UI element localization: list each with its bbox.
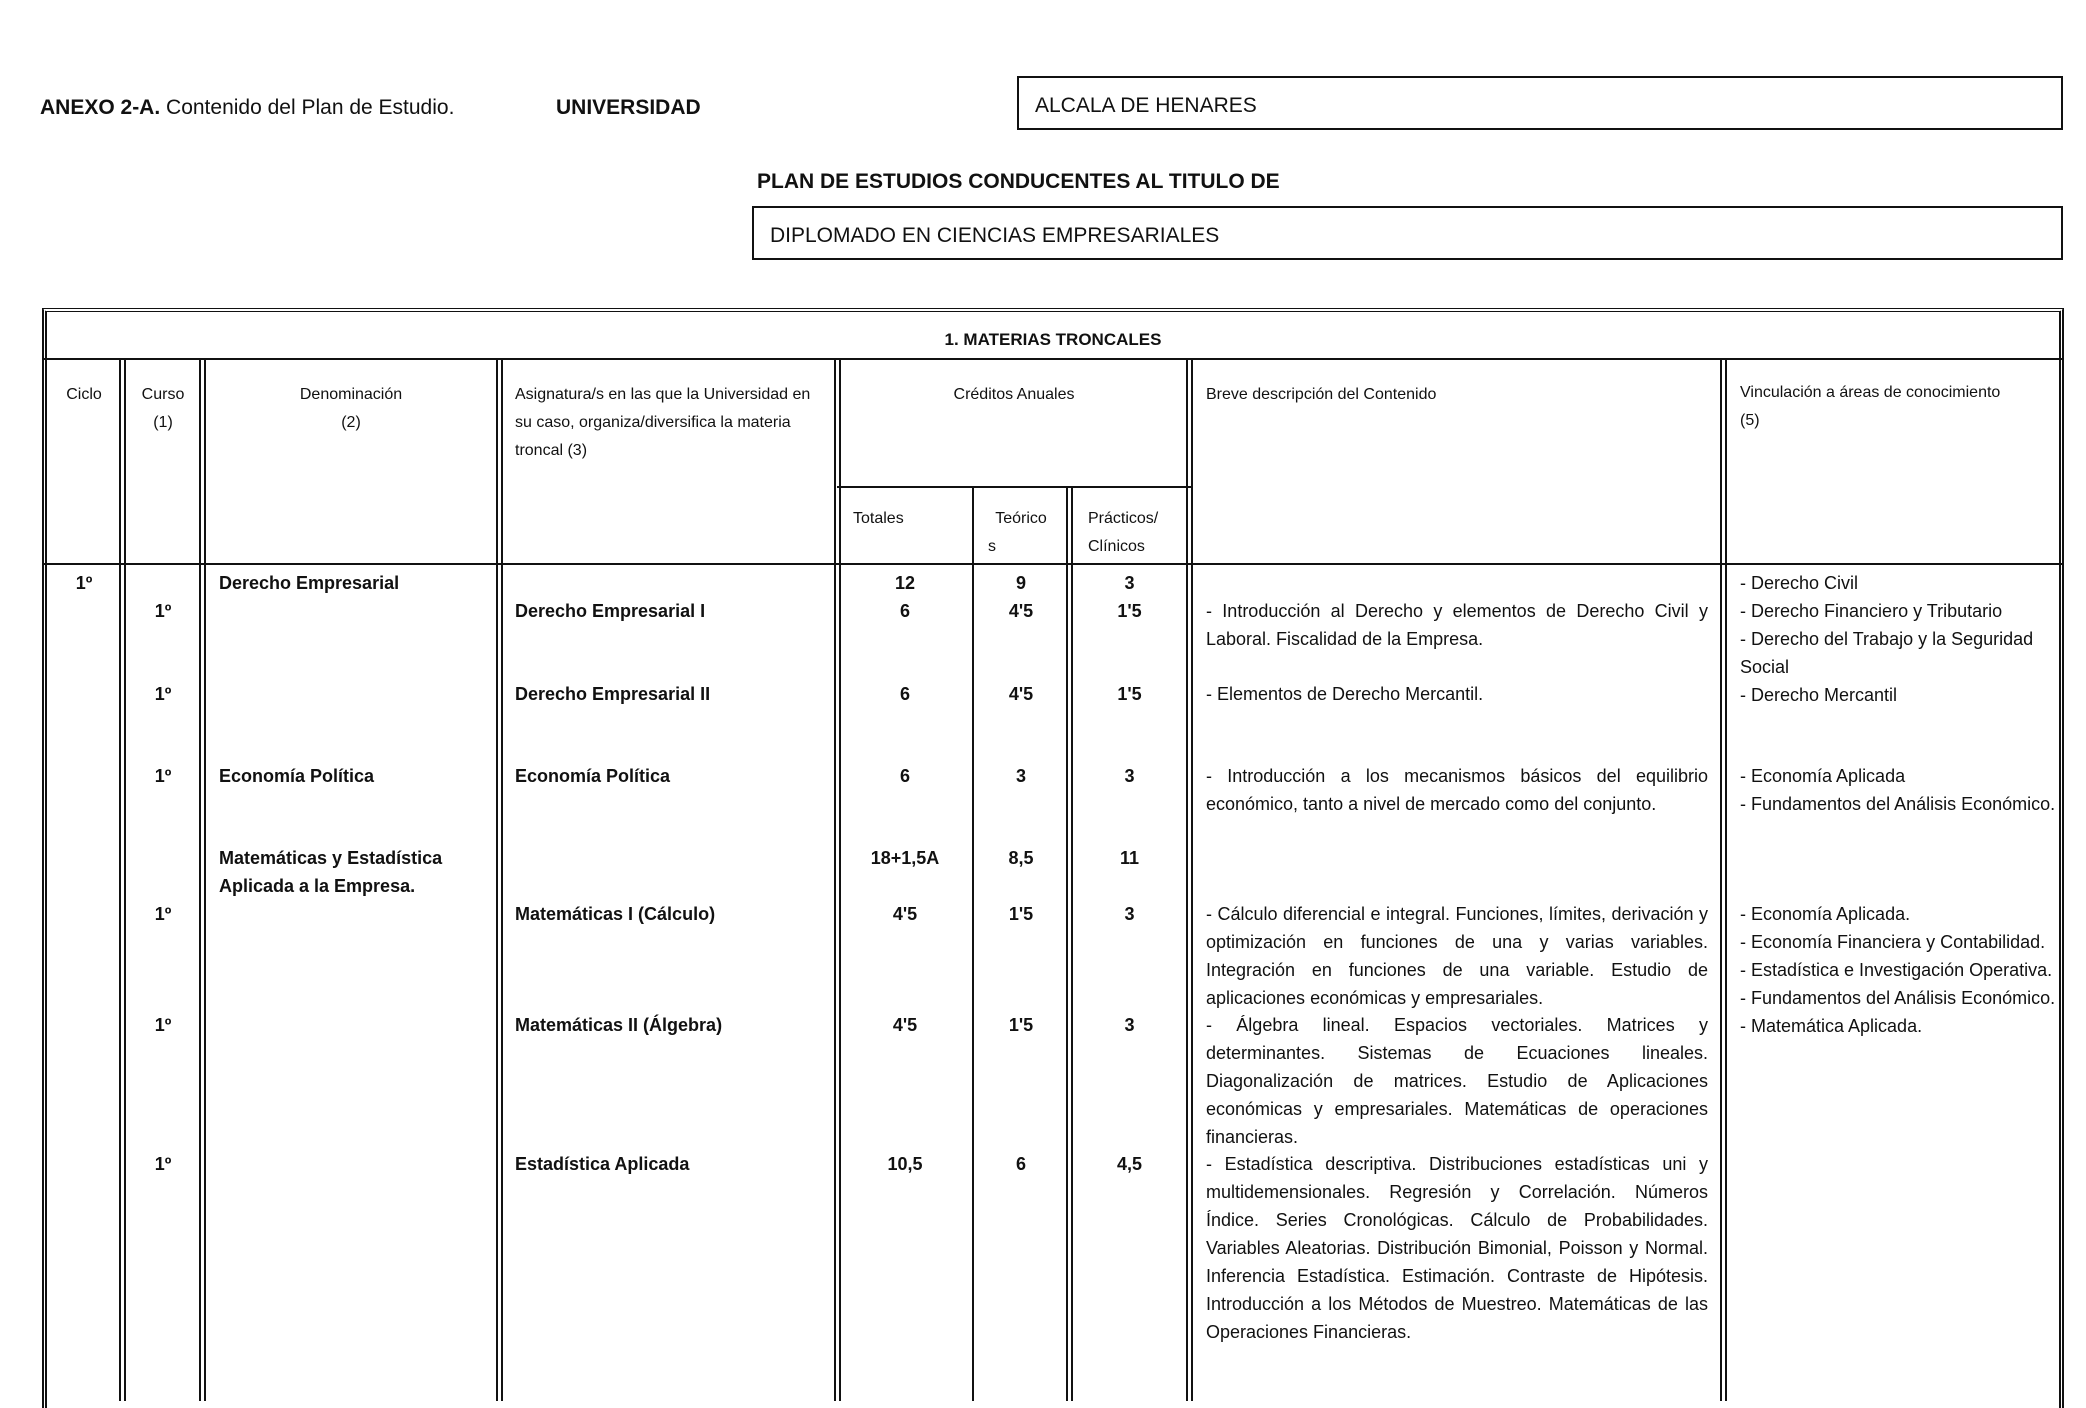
- row-curso: 1º: [154, 904, 172, 924]
- description-estadistica: - Estadística descriptiva. Distribuciones estadísticas uni y multidemensionales. Regresión y Correlación. Números Índice. Series Cronológicas. Cálculo de Probabilidades. Variables Aleatorias. Distribución Bimonial, Poisson y Normal. Inferencia Estadística. Estimación. Contraste de Hipótesis. Introducción a los Métodos de Muestreo. Matemáticas de las Operaciones Financieras.: [1206, 1154, 1708, 1342]
- col-header-practicos-line1: Prácticos/: [1088, 510, 1159, 527]
- col-header-denominacion-label: Denominación: [299, 386, 403, 403]
- col-header-creditos: Créditos Anuales: [953, 386, 1075, 403]
- universidad-value: ALCALA DE HENARES: [1035, 94, 1257, 117]
- row-practicos: 1'5: [1117, 684, 1142, 704]
- table-rule: [496, 360, 503, 1401]
- row-totales: 4'5: [892, 1015, 918, 1035]
- row-teoricos: 8,5: [1008, 848, 1034, 868]
- vinculacion-item: - Matemática Aplicada.: [1740, 1016, 1923, 1036]
- row-curso: 1º: [154, 1015, 172, 1035]
- row-practicos: 3: [1124, 1015, 1135, 1035]
- plan-title: PLAN DE ESTUDIOS CONDUCENTES AL TITULO DE: [757, 170, 1280, 193]
- description-economia: - Introducción a los mecanismos básicos del equilibrio económico, tanto a nivel de mercado como del conjunto.: [1206, 766, 1708, 814]
- row-curso: 1º: [154, 1154, 172, 1174]
- col-header-vinculacion-label: Vinculación a áreas de conocimiento: [1740, 384, 2001, 401]
- description-matematicas-1: - Cálculo diferencial e integral. Funciones, límites, derivación y optimización en funciones de una y varias variables. Integración en funciones de una variable. Estudio de aplicaciones económicas y empresariales.: [1206, 904, 1708, 1008]
- col-header-curso: [126, 381, 200, 437]
- row-curso: 1º: [154, 601, 172, 621]
- row-teoricos: 1'5: [1008, 1015, 1034, 1035]
- row-teoricos: 6: [1015, 1154, 1026, 1174]
- col-header-totales: Totales: [853, 510, 904, 527]
- table-rule: [42, 563, 2064, 565]
- table-rule: [119, 360, 126, 1401]
- row-totales: 18+1,5A: [870, 848, 940, 868]
- vinculacion-item: - Derecho del Trabajo y la Seguridad Social: [1740, 629, 2034, 677]
- anexo-heading: [40, 96, 454, 120]
- row-denominacion: Derecho Empresarial: [219, 573, 400, 593]
- col-header-denominacion-note: (2): [341, 414, 361, 431]
- row-teoricos: 4'5: [1008, 684, 1034, 704]
- vinculacion-item: - Estadística e Investigación Operativa.: [1740, 960, 2053, 980]
- titulo-value-box: [752, 206, 2063, 260]
- col-header-practicos-line2: Clínicos: [1088, 538, 1145, 555]
- row-practicos: 11: [1119, 848, 1140, 868]
- vinculacion-group-derecho: [1740, 569, 2060, 709]
- row-totales: 6: [899, 601, 910, 621]
- row-ciclo: 1º: [75, 573, 93, 593]
- universidad-label: UNIVERSIDAD: [556, 96, 701, 119]
- row-curso: 1º: [154, 684, 172, 704]
- vinculacion-item: - Fundamentos del Análisis Económico.: [1740, 794, 2056, 814]
- col-header-practicos: [1088, 505, 1188, 561]
- col-header-ciclo: Ciclo: [66, 386, 102, 403]
- description-derecho-2: - Elementos de Derecho Mercantil.: [1206, 684, 1484, 704]
- row-practicos: 4,5: [1116, 1154, 1143, 1174]
- table-rule: [837, 486, 1191, 488]
- row-totales: 6: [899, 684, 910, 704]
- table-rule: [42, 358, 2064, 360]
- col-header-curso-note: (1): [153, 414, 173, 431]
- table-rule: [834, 360, 841, 1401]
- col-header-teoricos: [978, 505, 1064, 561]
- row-asignatura: Derecho Empresarial II: [515, 684, 711, 704]
- vinculacion-item: - Derecho Civil: [1740, 573, 1859, 593]
- row-practicos: 3: [1124, 573, 1135, 593]
- col-header-teoricos-line1: Teórico: [995, 510, 1047, 527]
- vinculacion-item: - Derecho Mercantil: [1740, 685, 1898, 705]
- col-header-asignaturas: Asignatura/s en las que la Universidad en su caso, organiza/diversifica la materia troncal (3): [515, 386, 811, 459]
- row-curso: 1º: [154, 766, 172, 786]
- row-totales: 6: [899, 766, 910, 786]
- row-asignatura: Matemáticas II (Álgebra): [515, 1015, 723, 1035]
- anexo-text: Contenido del Plan de Estudio.: [166, 96, 455, 119]
- row-practicos: 1'5: [1117, 601, 1142, 621]
- row-totales: 10,5: [887, 1154, 923, 1174]
- row-teoricos: 3: [1015, 766, 1026, 786]
- row-teoricos: 4'5: [1008, 601, 1034, 621]
- description-matematicas-2: - Álgebra lineal. Espacios vectoriales. Matrices y determinantes. Sistemas de Ecuaciones lineales. Diagonalización de matrices. Estudio de Aplicaciones económicas y empresariales. Matemáticas de operaciones financieras.: [1206, 1015, 1708, 1147]
- universidad-value-box: [1017, 76, 2063, 130]
- col-header-vinculacion-note: (5): [1740, 412, 1760, 429]
- vinculacion-item: - Fundamentos del Análisis Económico.: [1740, 988, 2056, 1008]
- col-header-vinculacion: [1740, 379, 2060, 435]
- table-rule: [1720, 360, 1727, 1401]
- row-totales: 4'5: [892, 904, 918, 924]
- vinculacion-item: - Economía Financiera y Contabilidad.: [1740, 932, 2046, 952]
- row-practicos: 3: [1124, 766, 1135, 786]
- vinculacion-item: - Derecho Financiero y Tributario: [1740, 601, 2003, 621]
- row-practicos: 3: [1124, 904, 1135, 924]
- vinculacion-item: - Economía Aplicada: [1740, 766, 1906, 786]
- row-denominacion: Matemáticas y Estadística Aplicada a la Empresa.: [219, 848, 443, 896]
- vinculacion-item: - Economía Aplicada.: [1740, 904, 1911, 924]
- row-teoricos: 9: [1015, 573, 1026, 593]
- row-denominacion: Economía Política: [219, 766, 375, 786]
- row-asignatura: Estadística Aplicada: [515, 1154, 690, 1174]
- row-totales: 12: [894, 573, 916, 593]
- table-rule: [199, 360, 206, 1401]
- vinculacion-group-economia: [1740, 762, 2060, 818]
- row-asignatura: Matemáticas I (Cálculo): [515, 904, 716, 924]
- section-title: 1. MATERIAS TRONCALES: [944, 330, 1162, 349]
- col-header-descripcion: Breve descripción del Contenido: [1206, 386, 1437, 403]
- col-header-teoricos-line2: s: [988, 538, 996, 555]
- row-asignatura: Derecho Empresarial I: [515, 601, 706, 621]
- titulo-value: DIPLOMADO EN CIENCIAS EMPRESARIALES: [770, 224, 1220, 247]
- anexo-label: ANEXO 2-A.: [40, 96, 161, 119]
- vinculacion-group-matematicas: [1740, 900, 2060, 1040]
- row-teoricos: 1'5: [1008, 904, 1034, 924]
- row-asignatura: Economía Política: [515, 766, 671, 786]
- table-rule: [972, 486, 974, 1401]
- col-header-denominacion: [206, 381, 496, 437]
- description-derecho-1: - Introducción al Derecho y elementos de Derecho Civil y Laboral. Fiscalidad de la Empresa.: [1206, 601, 1708, 649]
- col-header-curso-label: Curso: [141, 386, 185, 403]
